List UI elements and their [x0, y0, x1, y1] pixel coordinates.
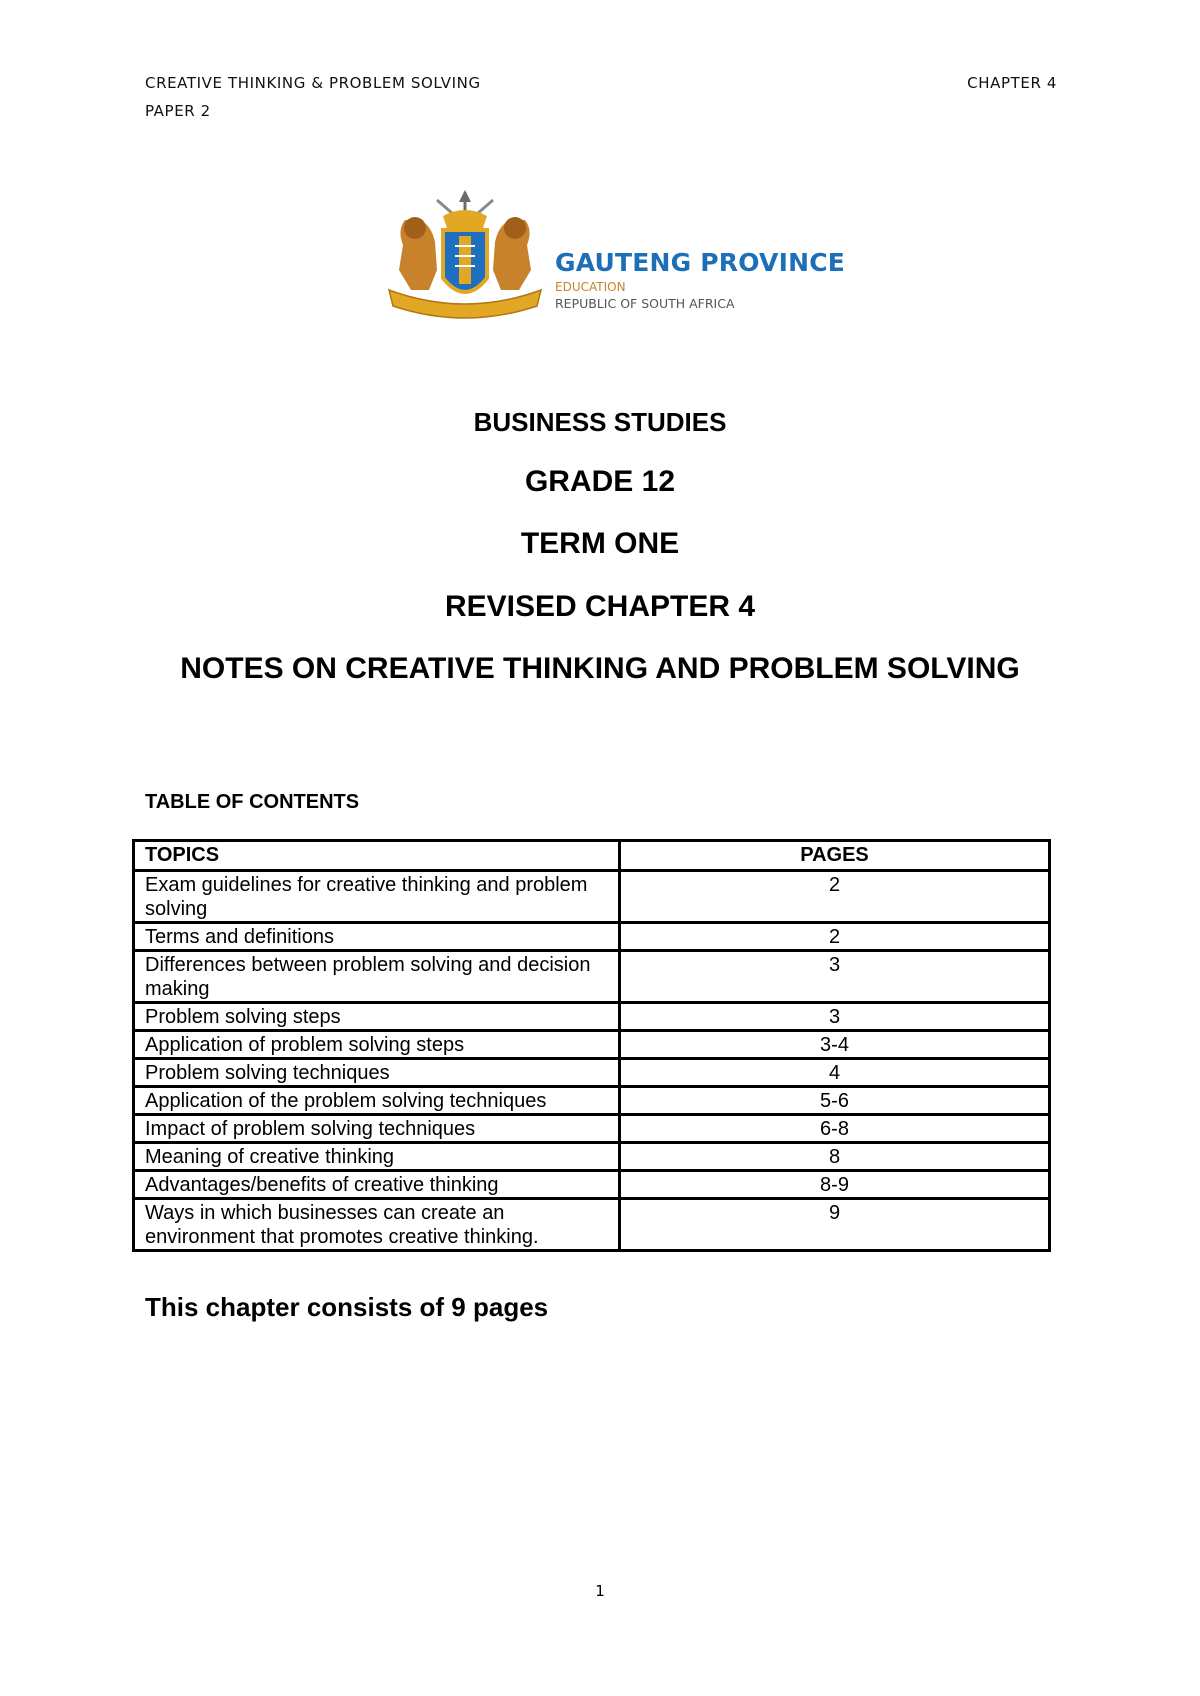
- toc-pages: 4: [620, 1059, 1050, 1087]
- chapter-length-note: This chapter consists of 9 pages: [145, 1292, 549, 1322]
- toc-topic: Problem solving techniques: [134, 1059, 620, 1087]
- table-row: [134, 1143, 1050, 1171]
- table-row: [134, 1059, 1050, 1087]
- toc-heading: TABLE OF CONTENTS: [145, 791, 360, 813]
- toc-pages: 8: [620, 1143, 1050, 1171]
- table-row: [134, 1171, 1050, 1199]
- subject-title: BUSINESS STUDIES: [473, 407, 727, 437]
- toc-topic: Problem solving steps: [134, 1003, 620, 1031]
- toc-col-pages: PAGES: [620, 841, 1050, 871]
- table-row: [134, 1087, 1050, 1115]
- grade-title: GRADE 12: [524, 465, 676, 498]
- toc-pages: 3: [620, 1003, 1050, 1031]
- toc-topic: Application of the problem solving techniques: [134, 1087, 620, 1115]
- table-row: [134, 1003, 1050, 1031]
- table-row: [134, 1115, 1050, 1143]
- toc-pages: 6-8: [620, 1115, 1050, 1143]
- page-number: 1: [595, 1582, 605, 1600]
- logo-text: [555, 248, 845, 311]
- table-row: [134, 923, 1050, 951]
- toc-topic: Differences between problem solving and decision making: [134, 951, 620, 1003]
- header-title: CREATIVE THINKING & PROBLEM SOLVING: [145, 74, 481, 92]
- header-chapter: CHAPTER 4: [967, 74, 1057, 92]
- logo-province: GAUTENG PROVINCE: [555, 248, 846, 277]
- toc-pages: 3-4: [620, 1031, 1050, 1059]
- toc-table: [132, 839, 1051, 1252]
- toc-header-row: [134, 841, 1050, 871]
- coat-of-arms-icon: [385, 190, 545, 330]
- gauteng-logo: [385, 190, 846, 330]
- table-row: [134, 1199, 1050, 1251]
- logo-country: REPUBLIC OF SOUTH AFRICA: [555, 296, 735, 311]
- toc-topic: Impact of problem solving techniques: [134, 1115, 620, 1143]
- toc-topic: Terms and definitions: [134, 923, 620, 951]
- toc-pages: 2: [620, 871, 1050, 923]
- toc-topic: Meaning of creative thinking: [134, 1143, 620, 1171]
- toc-topic: Exam guidelines for creative thinking and problem solving: [134, 871, 620, 923]
- toc-pages: 5-6: [620, 1087, 1050, 1115]
- table-row: [134, 1031, 1050, 1059]
- term-title: TERM ONE: [520, 527, 680, 560]
- logo-department: EDUCATION: [555, 280, 626, 294]
- chapter-title: REVISED CHAPTER 4: [444, 590, 756, 623]
- toc-pages: 2: [620, 923, 1050, 951]
- toc-body: [134, 871, 1050, 1251]
- toc-pages: 8-9: [620, 1171, 1050, 1199]
- header-paper: PAPER 2: [145, 102, 211, 120]
- toc-pages: 9: [620, 1199, 1050, 1251]
- toc-pages: 3: [620, 951, 1050, 1003]
- table-row: [134, 951, 1050, 1003]
- toc-topic: Advantages/benefits of creative thinking: [134, 1171, 620, 1199]
- notes-title: NOTES ON CREATIVE THINKING AND PROBLEM SOLVING: [180, 652, 1020, 685]
- toc-col-topics: TOPICS: [134, 841, 620, 871]
- toc-topic: Application of problem solving steps: [134, 1031, 620, 1059]
- table-row: [134, 871, 1050, 923]
- toc-topic: Ways in which businesses can create an environment that promotes creative thinking.: [134, 1199, 620, 1251]
